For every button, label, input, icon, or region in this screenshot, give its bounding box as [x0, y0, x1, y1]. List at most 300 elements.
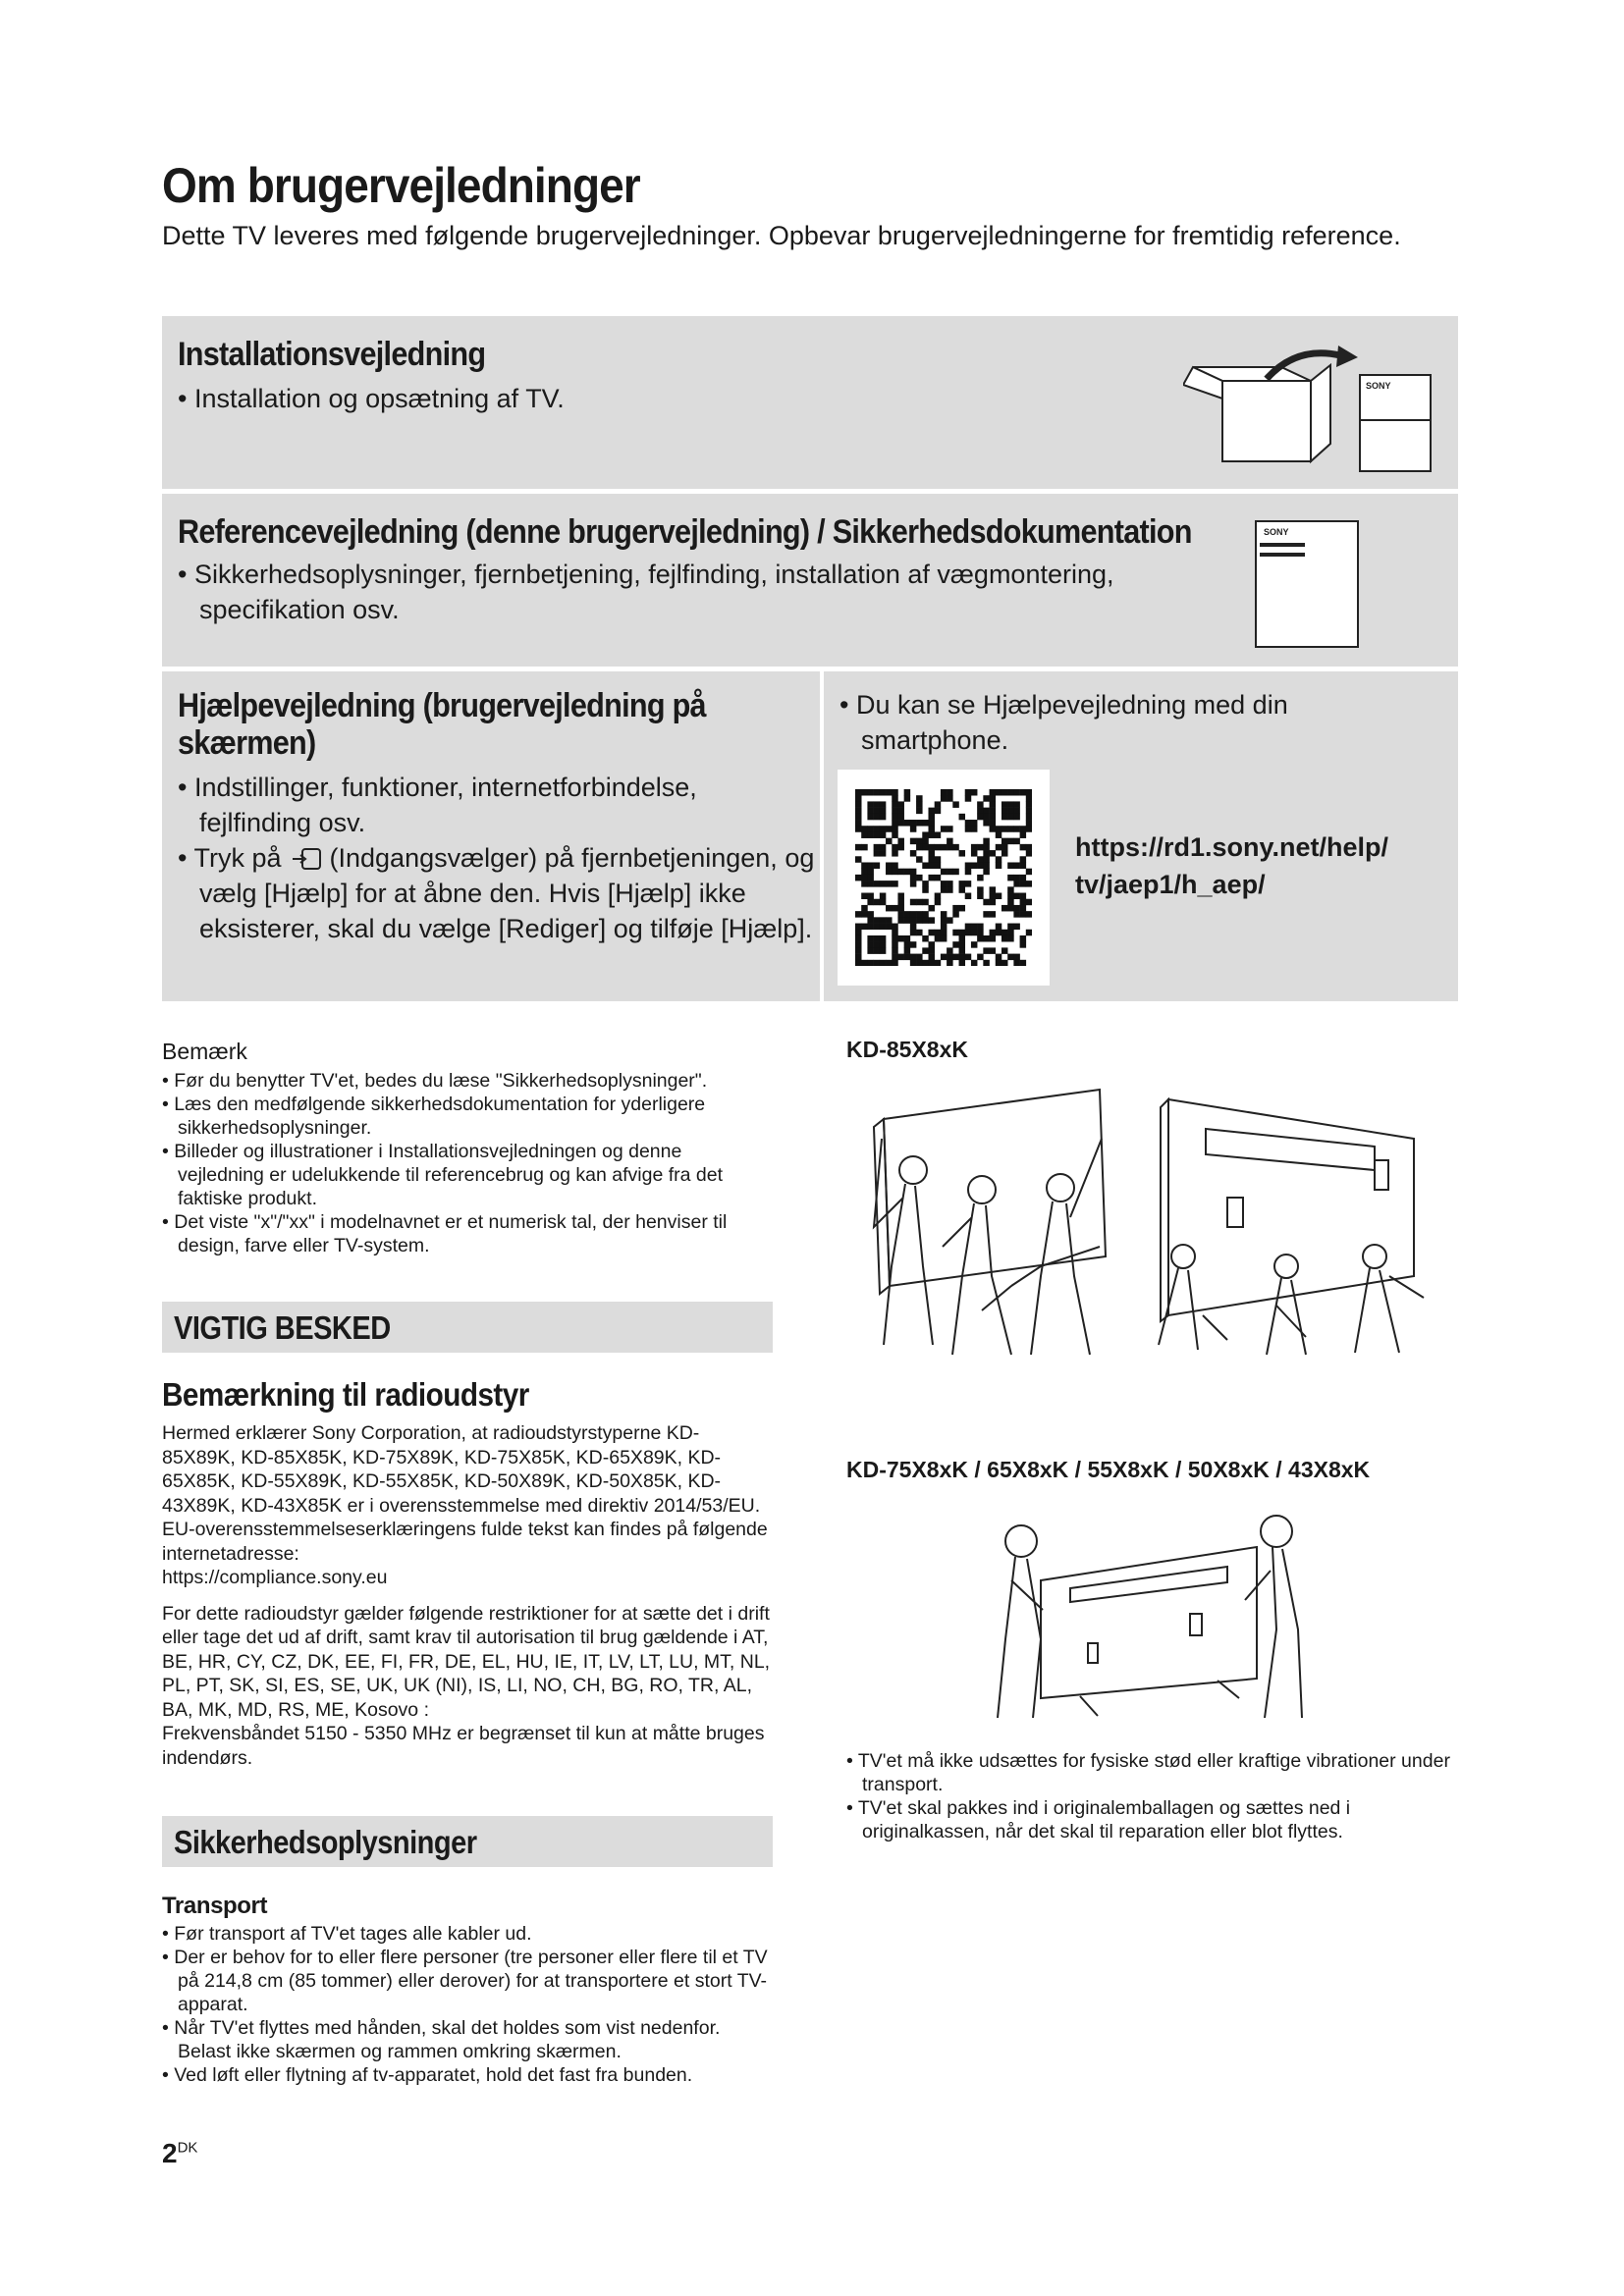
qr-module [952, 905, 959, 912]
qr-module [892, 789, 898, 796]
qr-module [904, 795, 911, 802]
qr-module [867, 831, 874, 838]
qr-module [874, 826, 881, 832]
qr-module [947, 838, 953, 845]
qr-module [1001, 935, 1008, 942]
qr-module [880, 801, 887, 808]
qr-module [947, 844, 953, 851]
qr-module [947, 947, 953, 954]
qr-module [965, 795, 972, 802]
qr-module [1013, 881, 1020, 887]
tv-note-item: • TV'et må ikke udsættes for fysiske stød eller kraftige vibrationer under transport. [846, 1750, 1450, 1795]
qr-module [855, 844, 862, 851]
qr-module [922, 831, 929, 838]
qr-module [971, 789, 978, 796]
qr-module [935, 899, 942, 906]
qr-module [916, 844, 923, 851]
qr-module [892, 924, 898, 931]
qr-module [867, 917, 874, 924]
box-and-manual-illustration [1183, 346, 1448, 479]
qr-module [1020, 875, 1027, 881]
qr-module [867, 947, 874, 954]
qr-module [983, 869, 990, 876]
qr-module [983, 820, 990, 827]
qr-module [935, 801, 942, 808]
qr-module [952, 869, 959, 876]
qr-module [874, 814, 881, 821]
qr-module [965, 954, 972, 961]
qr-module [855, 801, 862, 808]
qr-module [965, 924, 972, 931]
qr-module [941, 924, 947, 931]
qr-module [990, 814, 997, 821]
person-figure [998, 1525, 1043, 1718]
page-number-value: 2 [162, 2138, 178, 2168]
qr-module [880, 917, 887, 924]
qr-module [916, 911, 923, 918]
qr-module [928, 954, 935, 961]
qr-module [880, 947, 887, 954]
qr-module [971, 930, 978, 936]
qr-module [861, 905, 868, 912]
qr-module [904, 947, 911, 954]
help-bullet-2-pre: • Tryk på [178, 843, 282, 873]
manual-brand-logo: SONY [1366, 381, 1391, 391]
qr-module [861, 862, 868, 869]
qr-module [867, 960, 874, 966]
qr-module [861, 875, 868, 881]
radio-url[interactable]: https://compliance.sony.eu [162, 1567, 388, 1588]
qr-module [996, 893, 1002, 900]
qr-module [935, 831, 942, 838]
qr-module [1001, 826, 1008, 832]
qr-module [928, 941, 935, 948]
qr-module [892, 869, 898, 876]
qr-code [855, 789, 1032, 966]
qr-module [910, 826, 917, 832]
qr-module [935, 856, 942, 863]
qr-module [928, 905, 935, 912]
qr-module [941, 844, 947, 851]
panel-help-smartphone [824, 671, 1458, 1001]
qr-module [1013, 911, 1020, 918]
qr-module [977, 930, 984, 936]
qr-module [1020, 844, 1027, 851]
qr-module [952, 911, 959, 918]
qr-module [910, 850, 917, 857]
qr-module [1026, 808, 1032, 815]
qr-module [983, 808, 990, 815]
qr-module [983, 838, 990, 845]
help-url[interactable] [1075, 828, 1388, 903]
radio-paragraph-2: For dette radioudstyr gælder følgende restriktioner for at sætte det i drift eller tage det ud af drift, samt krav til autorisation til brug gældende i AT, BE, HR, CY, CZ, DK, EE, FI, FR, DE, EL, HU, IE, IT, LV, LT, LU, MT, NL, PL, PT, SK, SI, ES, SE, UK, UK (NI), IS, LI, NO, CH, BG, RO, TR, AL, BA, MK, MD, RS, ME, Kosovo : [162, 1602, 771, 1721]
qr-module [1001, 814, 1008, 821]
qr-module [892, 881, 898, 887]
qr-module [928, 862, 935, 869]
qr-module [1020, 881, 1027, 887]
qr-module [971, 862, 978, 869]
safety-info-label: Sikkerhedsoplysninger [174, 1824, 477, 1860]
qr-module [916, 808, 923, 815]
qr-module [892, 862, 898, 869]
qr-module [880, 850, 887, 857]
qr-module [947, 869, 953, 876]
radio-paragraph-1: Hermed erklærer Sony Corporation, at radioudstyrstyperne KD-85X89K, KD-85X85K, KD-75X89K, KD-75X85K, KD-65X89K, KD-65X85K, KD-55X89K, KD-55X85K, KD-50X89K, KD-50X85K, KD-43X89K, KD-43X85K er i overensstemmelse med direktiv 2014/53/EU. EU-overensstemmelseserklæringens fulde tekst kan findes på følgende internetadresse: [162, 1422, 768, 1565]
help-url-line2[interactable]: tv/jaep1/h_aep/ [1075, 870, 1266, 899]
qr-module [922, 935, 929, 942]
qr-module [952, 954, 959, 961]
qr-module [867, 881, 874, 887]
qr-module [959, 941, 966, 948]
transport-item: • Når TV'et flyttes med hånden, skal det holdes som vist nedenfor. Belast ikke skærmen og rammen omkring skærmen. [162, 2017, 721, 2062]
qr-module [892, 820, 898, 827]
qr-module [947, 917, 953, 924]
qr-module [1020, 831, 1027, 838]
qr-module [996, 789, 1002, 796]
qr-module [990, 826, 997, 832]
qr-module [897, 838, 904, 845]
qr-module [880, 808, 887, 815]
note-section [162, 1039, 771, 1257]
qr-module [874, 831, 881, 838]
qr-code-frame [838, 770, 1050, 986]
qr-module [965, 820, 972, 827]
transport-item: • Før transport af TV'et tages alle kabler ud. [162, 1923, 532, 1945]
qr-module [1013, 960, 1020, 966]
qr-module [1026, 814, 1032, 821]
qr-module [928, 947, 935, 954]
qr-module [965, 869, 972, 876]
qr-module [1007, 893, 1014, 900]
qr-module [855, 954, 862, 961]
qr-module [1026, 881, 1032, 887]
qr-module [910, 875, 917, 881]
qr-module [928, 808, 935, 815]
qr-module [1026, 826, 1032, 832]
qr-module [916, 795, 923, 802]
qr-module [1007, 826, 1014, 832]
qr-module [861, 911, 868, 918]
qr-module [947, 789, 953, 796]
qr-module [922, 947, 929, 954]
qr-module [935, 844, 942, 851]
qr-module [855, 826, 862, 832]
qr-module [922, 886, 929, 893]
qr-module [959, 947, 966, 954]
qr-module [941, 826, 947, 832]
qr-module [952, 801, 959, 808]
qr-module [990, 935, 997, 942]
qr-module [959, 886, 966, 893]
qr-module [880, 935, 887, 942]
qr-module [977, 808, 984, 815]
qr-module [861, 844, 868, 851]
qr-module [959, 905, 966, 912]
qr-module [880, 844, 887, 851]
qr-module [880, 831, 887, 838]
qr-module [904, 935, 911, 942]
qr-module [855, 960, 862, 966]
qr-module [996, 856, 1002, 863]
qr-module [867, 924, 874, 931]
qr-module [977, 801, 984, 808]
qr-module [996, 954, 1002, 961]
help-url-line1[interactable]: https://rd1.sony.net/help/ [1075, 832, 1389, 862]
qr-module [983, 850, 990, 857]
qr-module [947, 954, 953, 961]
qr-module [983, 911, 990, 918]
qr-module [1020, 911, 1027, 918]
qr-module [935, 893, 942, 900]
qr-module [855, 820, 862, 827]
qr-module [880, 893, 887, 900]
qr-module [1026, 911, 1032, 918]
qr-module [990, 820, 997, 827]
qr-module [892, 960, 898, 966]
qr-module [983, 844, 990, 851]
qr-module [874, 941, 881, 948]
qr-module [867, 801, 874, 808]
qr-module [1007, 935, 1014, 942]
qr-module [983, 795, 990, 802]
qr-module [867, 808, 874, 815]
qr-module [916, 930, 923, 936]
qr-module [922, 862, 929, 869]
qr-module [959, 814, 966, 821]
qr-module [941, 881, 947, 887]
qr-module [922, 960, 929, 966]
qr-module [990, 893, 997, 900]
qr-module [965, 789, 972, 796]
qr-module [897, 801, 904, 808]
qr-module [855, 856, 862, 863]
qr-module [1001, 844, 1008, 851]
qr-module [897, 911, 904, 918]
important-notice-bar [162, 1302, 773, 1353]
qr-module [996, 924, 1002, 931]
qr-module [947, 960, 953, 966]
qr-module [861, 831, 868, 838]
qr-module [904, 941, 911, 948]
qr-module [1026, 801, 1032, 808]
qr-module [928, 875, 935, 881]
qr-module [1007, 899, 1014, 906]
qr-module [880, 814, 887, 821]
qr-module [916, 899, 923, 906]
qr-module [965, 893, 972, 900]
qr-module [1026, 899, 1032, 906]
qr-module [947, 795, 953, 802]
reference-brand-logo: SONY [1264, 527, 1289, 537]
qr-module [959, 850, 966, 857]
qr-module [928, 960, 935, 966]
qr-module [861, 924, 868, 931]
qr-module [971, 850, 978, 857]
qr-module [916, 856, 923, 863]
qr-module [1026, 795, 1032, 802]
qr-module [983, 899, 990, 906]
qr-module [910, 960, 917, 966]
qr-module [928, 814, 935, 821]
qr-module [1020, 941, 1027, 948]
help-title-line1: Hjælpevejledning (brugervejledning på [178, 687, 706, 724]
qr-module [855, 875, 862, 881]
qr-module [897, 905, 904, 912]
tv-notes-list [846, 1749, 1455, 1843]
qr-module [1007, 954, 1014, 961]
qr-module [886, 869, 893, 876]
qr-module [855, 789, 862, 796]
qr-module [965, 930, 972, 936]
qr-module [935, 875, 942, 881]
qr-module [952, 844, 959, 851]
qr-module [897, 869, 904, 876]
qr-module [941, 954, 947, 961]
important-notice-label: VIGTIG BESKED [174, 1309, 391, 1346]
qr-module [886, 826, 893, 832]
page-title: Om brugervejledninger [162, 158, 640, 213]
qr-module [922, 917, 929, 924]
qr-module [983, 960, 990, 966]
qr-module [947, 886, 953, 893]
qr-module [1013, 801, 1020, 808]
qr-module [971, 924, 978, 931]
qr-module [922, 911, 929, 918]
qr-module [977, 886, 984, 893]
qr-module [977, 893, 984, 900]
qr-module [977, 856, 984, 863]
qr-module [867, 911, 874, 918]
qr-module [990, 930, 997, 936]
qr-module [996, 960, 1002, 966]
qr-module [916, 838, 923, 845]
transport-item: • Ved løft eller flytning af tv-apparatet, hold det fast fra bunden. [162, 2064, 693, 2086]
qr-module [990, 886, 997, 893]
qr-module [855, 808, 862, 815]
qr-module [916, 960, 923, 966]
qr-module [1013, 862, 1020, 869]
qr-module [1007, 838, 1014, 845]
qr-module [916, 917, 923, 924]
qr-module [861, 869, 868, 876]
qr-module [1007, 808, 1014, 815]
qr-module [977, 844, 984, 851]
qr-module [1020, 789, 1027, 796]
qr-module [874, 801, 881, 808]
reference-title: Referencevejledning (denne brugervejledning) / Sikkerhedsdokumentation [178, 513, 1192, 551]
qr-module [897, 954, 904, 961]
qr-module [867, 893, 874, 900]
qr-module [1007, 886, 1014, 893]
qr-module [1001, 838, 1008, 845]
help-bullet-2-post: (Indgangsvælger) på fjernbetjeningen, og vælg [Hjælp] for at åbne den. Hvis [Hjælp] ikke eksisterer, skal du vælge [Rediger] og tilføje [Hjælp]. [199, 843, 815, 943]
qr-module [1001, 808, 1008, 815]
qr-module [935, 935, 942, 942]
qr-module [935, 960, 942, 966]
qr-module [855, 941, 862, 948]
qr-module [1020, 935, 1027, 942]
qr-module [892, 941, 898, 948]
model-small-label: KD-75X8xK / 65X8xK / 55X8xK / 50X8xK / 43X8xK [846, 1457, 1371, 1482]
qr-module [1001, 947, 1008, 954]
qr-module [897, 820, 904, 827]
qr-module [867, 875, 874, 881]
qr-module [941, 869, 947, 876]
qr-module [996, 831, 1002, 838]
qr-module [892, 947, 898, 954]
qr-module [861, 893, 868, 900]
qr-module [1007, 814, 1014, 821]
qr-module [880, 826, 887, 832]
qr-module [928, 917, 935, 924]
qr-module [904, 869, 911, 876]
qr-module [990, 801, 997, 808]
qr-module [892, 935, 898, 942]
qr-module [892, 814, 898, 821]
qr-module [1001, 905, 1008, 912]
qr-module [855, 930, 862, 936]
qr-module [886, 917, 893, 924]
qr-module [928, 820, 935, 827]
qr-module [910, 954, 917, 961]
qr-module [1013, 893, 1020, 900]
qr-module [855, 814, 862, 821]
qr-module [904, 911, 911, 918]
note-heading: Bemærk [162, 1039, 247, 1064]
qr-module [971, 820, 978, 827]
qr-module [886, 924, 893, 931]
qr-module [867, 899, 874, 906]
tv-note-item: • TV'et skal pakkes ind i originalemballagen og sættes ned i originalkassen, når det skal til reparation eller blot flyttes. [846, 1797, 1351, 1842]
qr-module [959, 930, 966, 936]
qr-module [983, 947, 990, 954]
qr-module [892, 930, 898, 936]
qr-module [990, 789, 997, 796]
qr-module [941, 935, 947, 942]
qr-module [910, 941, 917, 948]
qr-module [996, 826, 1002, 832]
note-item: • Det viste "x"/"xx" i modelnavnet er et numerisk tal, der henviser til design, farve eller TV-system. [162, 1211, 728, 1256]
qr-module [916, 801, 923, 808]
qr-module [910, 930, 917, 936]
qr-module [941, 911, 947, 918]
qr-module [1007, 930, 1014, 936]
qr-module [965, 862, 972, 869]
qr-module [1001, 960, 1008, 966]
qr-module [1026, 930, 1032, 936]
qr-module [855, 947, 862, 954]
qr-module [1007, 801, 1014, 808]
qr-module [874, 917, 881, 924]
qr-module [935, 862, 942, 869]
qr-module [928, 856, 935, 863]
qr-module [1026, 844, 1032, 851]
qr-module [1020, 826, 1027, 832]
qr-module [861, 789, 868, 796]
qr-module [935, 930, 942, 936]
page-number [162, 2138, 197, 2169]
large-tv-carry-illustration [844, 1080, 1443, 1374]
panel-installation [162, 316, 1458, 489]
qr-module [867, 789, 874, 796]
qr-module [977, 924, 984, 931]
qr-module [959, 960, 966, 966]
qr-module [886, 862, 893, 869]
qr-module [971, 960, 978, 966]
qr-module [886, 881, 893, 887]
qr-module [892, 844, 898, 851]
qr-module [977, 862, 984, 869]
